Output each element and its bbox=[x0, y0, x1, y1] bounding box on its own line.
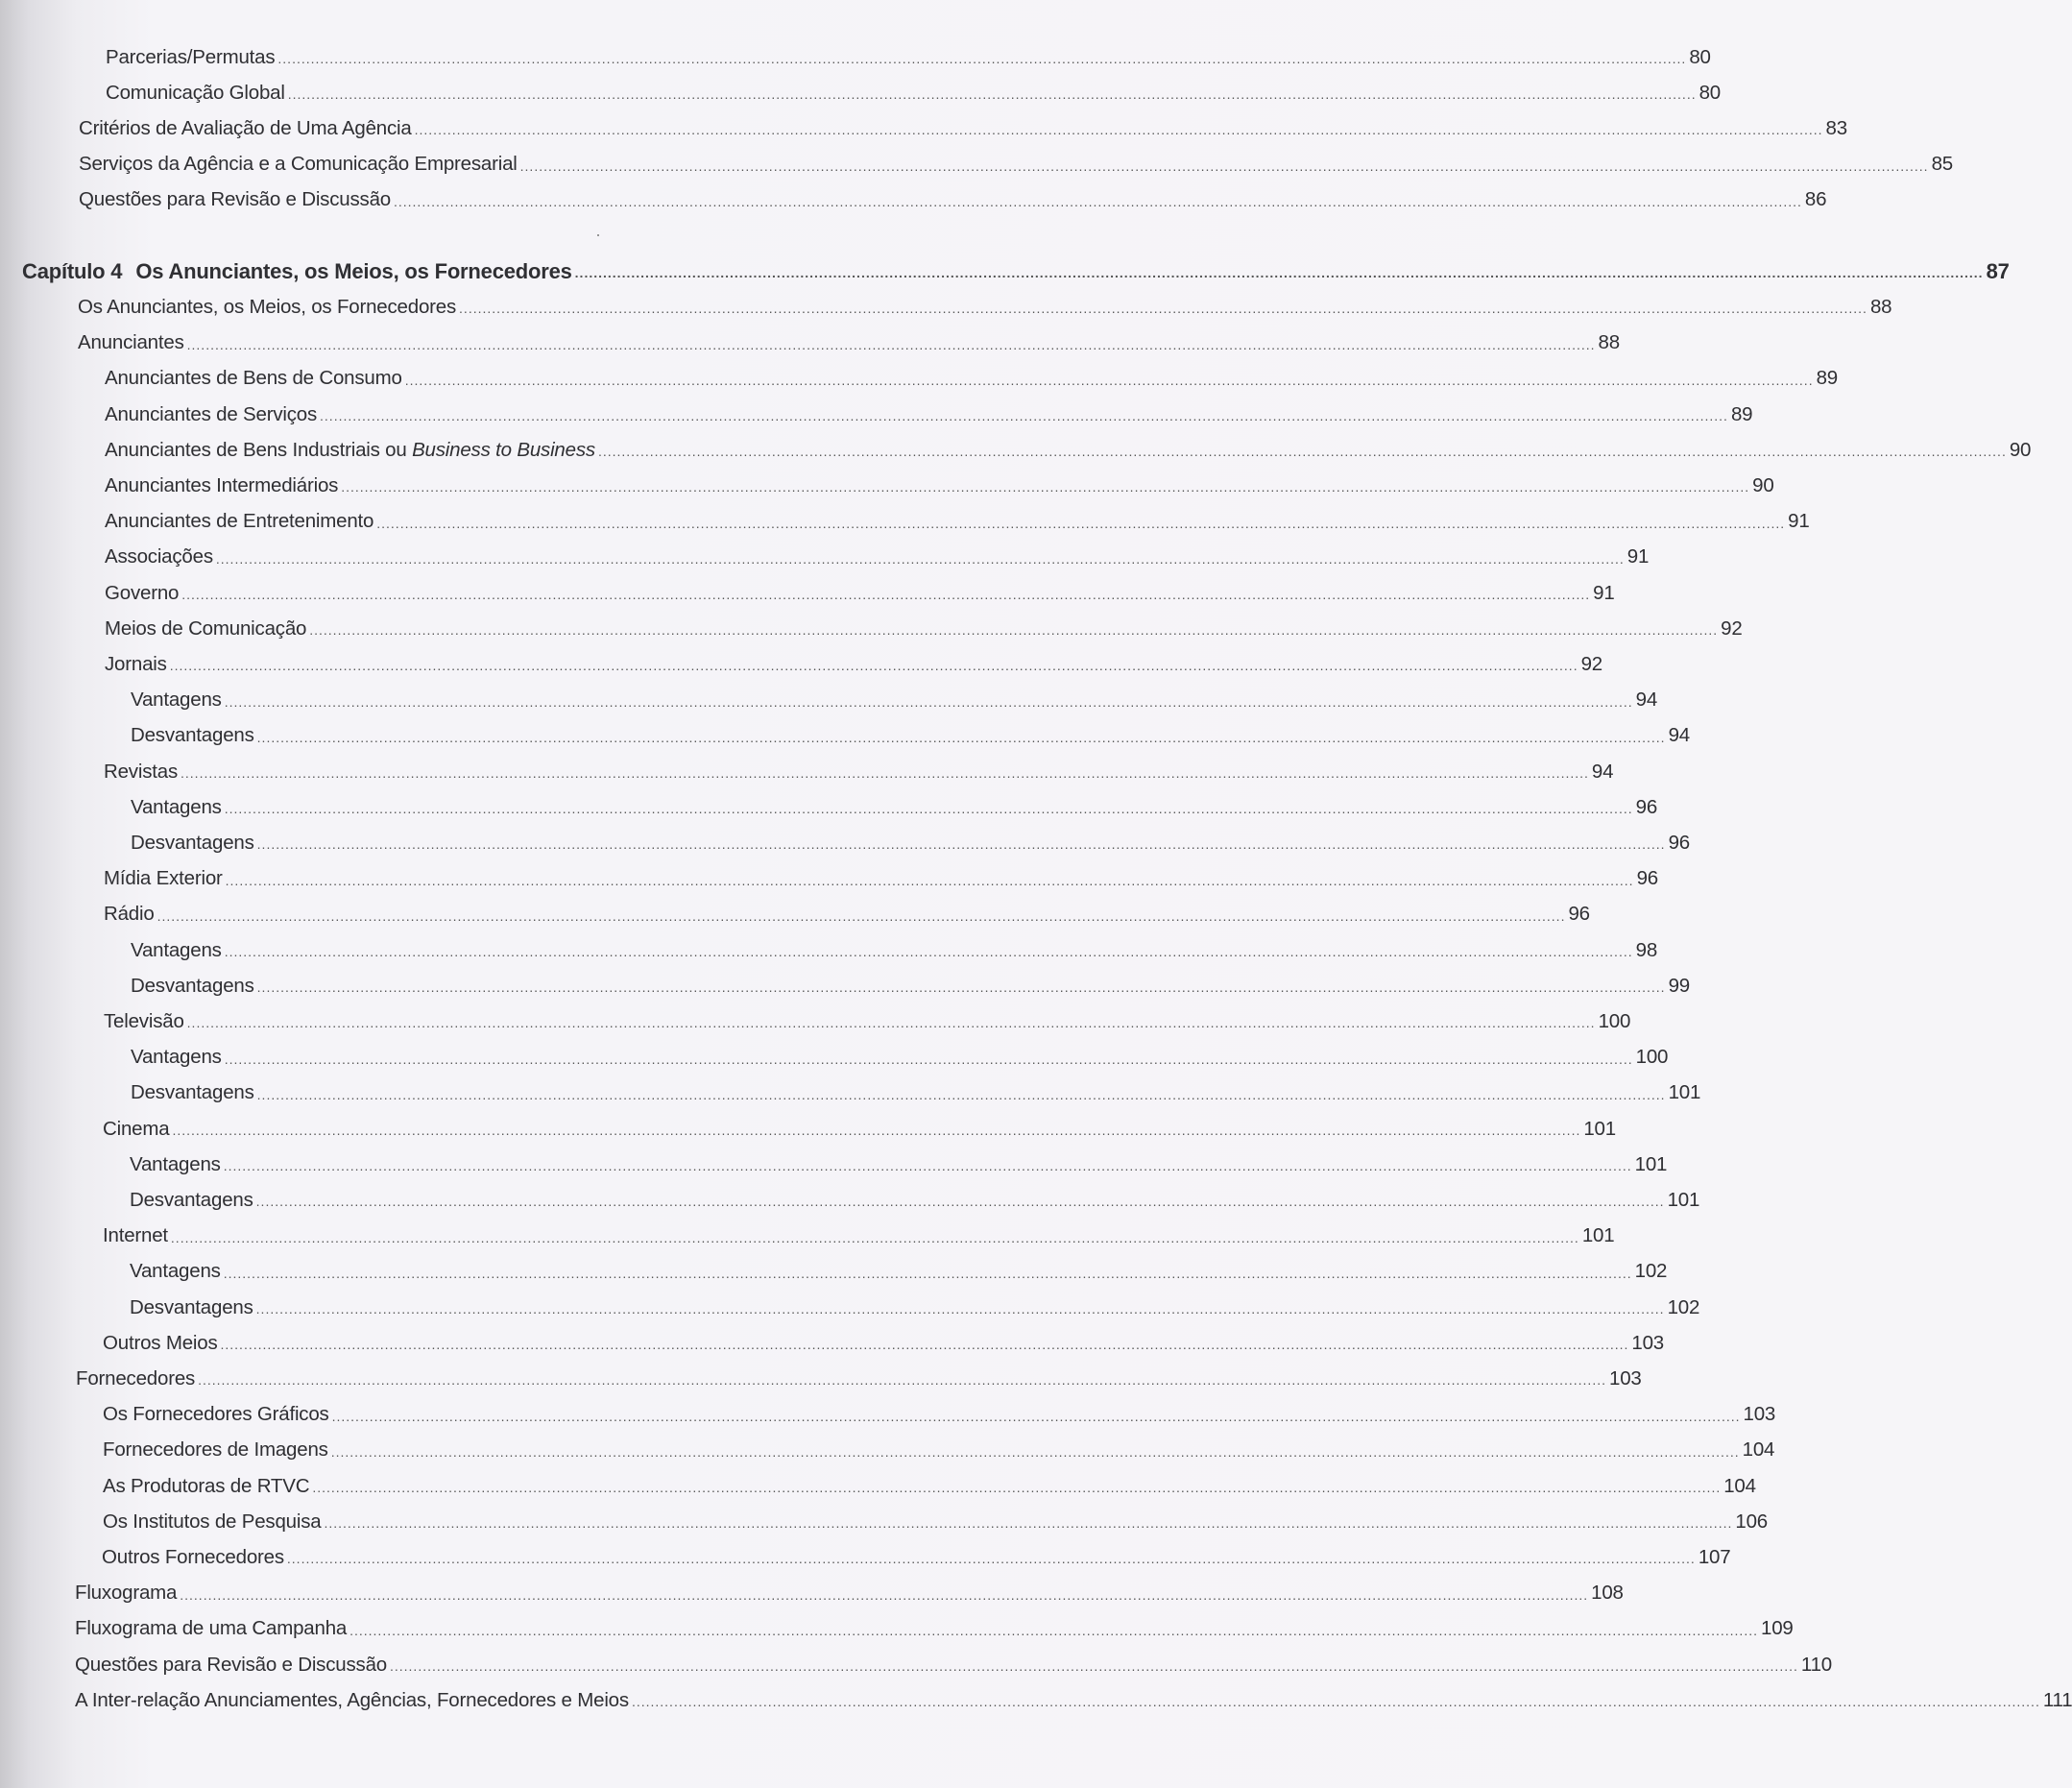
toc-entry bbox=[75, 1647, 1832, 1682]
dot-leader: ............................................................................................................................................................................................................................................................................................................ bbox=[256, 836, 1666, 853]
toc-entry-title bbox=[75, 1617, 349, 1640]
page-number: 107 bbox=[1698, 1545, 1731, 1568]
toc-entry bbox=[103, 1325, 1665, 1361]
toc-entry-title bbox=[130, 1260, 224, 1283]
page-number: 101 bbox=[1667, 1188, 1700, 1211]
entry-text: Outros Fornecedores bbox=[102, 1545, 284, 1568]
page-number: 100 bbox=[1598, 1009, 1631, 1032]
dot-leader: ............................................................................................................................................................................................................................................................................................................ bbox=[186, 1015, 1596, 1031]
chapter-label: Capítulo 4 bbox=[22, 258, 123, 283]
dot-leader: ............................................................................................................................................................................................................................................................................................................ bbox=[181, 587, 1591, 602]
toc-entry bbox=[131, 825, 1690, 860]
toc-entry-title bbox=[78, 296, 459, 319]
toc-entry-title bbox=[103, 1438, 331, 1462]
toc-entry-title bbox=[102, 1546, 287, 1569]
entry-text: Vantagens bbox=[130, 1260, 221, 1283]
toc-entry bbox=[79, 147, 1953, 182]
print-speck bbox=[597, 234, 599, 236]
dot-leader: ............................................................................................................................................................................................................................................................................................................ bbox=[330, 1443, 1740, 1460]
page-number: 85 bbox=[1931, 153, 1953, 176]
toc-entry-title bbox=[130, 1296, 256, 1319]
page-number: 96 bbox=[1635, 795, 1658, 818]
toc-entry-title bbox=[131, 796, 225, 819]
toc-entry bbox=[106, 39, 1711, 75]
page-number: 98 bbox=[1635, 938, 1658, 961]
toc-entry bbox=[103, 1111, 1616, 1147]
page-number: 109 bbox=[1761, 1617, 1794, 1640]
dot-leader: ............................................................................................................................................................................................................................................................................................................ bbox=[597, 444, 2007, 460]
dot-leader: ............................................................................................................................................................................................................................................................................................................ bbox=[287, 86, 1697, 103]
page-number: 80 bbox=[1699, 81, 1722, 104]
toc-entry bbox=[130, 1254, 1668, 1290]
dot-leader: ............................................................................................................................................................................................................................................................................................................ bbox=[169, 658, 1578, 674]
entry-text: Questões para Revisão e Discussão bbox=[75, 1653, 387, 1676]
entry-text: Rádio bbox=[104, 903, 155, 926]
entry-text: Desvantagens bbox=[130, 1295, 253, 1318]
entry-text: A Inter-relação Anunciamentes, Agências, Fornecedores e Meios bbox=[75, 1688, 629, 1711]
page-number: 104 bbox=[1723, 1474, 1756, 1497]
toc-entry-title bbox=[105, 582, 181, 605]
toc-entry-title bbox=[79, 153, 520, 176]
toc-entry-title bbox=[106, 46, 277, 69]
entry-text: Os Institutos de Pesquisa bbox=[103, 1510, 322, 1533]
entry-text: Parcerias/Permutas bbox=[106, 45, 276, 68]
dot-leader: ............................................................................................................................................................................................................................................................................................................ bbox=[389, 1658, 1798, 1674]
page-number: 102 bbox=[1667, 1295, 1700, 1318]
toc-entry-title bbox=[79, 117, 415, 140]
toc-entry-title bbox=[78, 331, 187, 354]
toc-entry-title bbox=[103, 1332, 221, 1355]
page-number: 89 bbox=[1730, 402, 1753, 425]
entry-text: Governo bbox=[105, 581, 180, 604]
toc-entry-title bbox=[75, 1689, 632, 1712]
toc-entry-title bbox=[131, 832, 257, 855]
toc-entry bbox=[105, 361, 1838, 397]
dot-leader: ............................................................................................................................................................................................................................................................................................................ bbox=[215, 550, 1625, 567]
toc-entry bbox=[75, 1611, 1794, 1647]
dot-leader: ............................................................................................................................................................................................................................................................................................................ bbox=[320, 408, 1728, 423]
entry-text: Desvantagens bbox=[131, 974, 254, 997]
page-number: 87 bbox=[1986, 258, 2010, 283]
dot-leader: ............................................................................................................................................................................................................................................................................................................ bbox=[256, 979, 1666, 996]
toc-entry bbox=[104, 754, 1614, 789]
dot-leader: ............................................................................................................................................................................................................................................................................................................ bbox=[277, 51, 1687, 66]
page-number: 106 bbox=[1735, 1510, 1768, 1533]
toc-entry-title bbox=[105, 439, 598, 462]
entry-text: Critérios de Avaliação de Uma Agência bbox=[79, 116, 412, 139]
dot-leader: ............................................................................................................................................................................................................................................................................................................ bbox=[519, 157, 1929, 174]
entry-text: Cinema bbox=[103, 1117, 170, 1140]
dot-leader: ............................................................................................................................................................................................................................................................................................................ bbox=[631, 1694, 2040, 1710]
toc-entry bbox=[79, 182, 1827, 218]
page-number: 96 bbox=[1668, 831, 1690, 854]
page-number: 102 bbox=[1634, 1260, 1668, 1283]
entry-text: Revistas bbox=[104, 760, 179, 783]
toc-entry bbox=[75, 1576, 1624, 1611]
toc-entry bbox=[104, 897, 1590, 932]
entry-text: Fluxograma de uma Campanha bbox=[75, 1617, 348, 1640]
toc-entry-title bbox=[104, 867, 226, 890]
toc-entry-title bbox=[79, 188, 394, 211]
page-number: 86 bbox=[1804, 188, 1827, 211]
toc-entry bbox=[105, 432, 2032, 468]
toc-entry-title bbox=[130, 1189, 256, 1212]
entry-text: Anunciantes de Bens de Consumo bbox=[105, 367, 402, 390]
entry-text: Jornais bbox=[105, 652, 167, 675]
dot-leader: ............................................................................................................................................................................................................................................................................................................ bbox=[224, 693, 1633, 710]
toc-entry-title bbox=[103, 1403, 332, 1426]
dot-leader: ............................................................................................................................................................................................................................................................................................................ bbox=[170, 1229, 1579, 1245]
page-number: 103 bbox=[1631, 1331, 1665, 1354]
entry-text: Fornecedores bbox=[76, 1366, 196, 1389]
entry-text: Os Anunciantes, os Meios, os Fornecedores bbox=[78, 295, 457, 318]
page-number: 101 bbox=[1581, 1224, 1615, 1247]
toc-entry-title bbox=[103, 1475, 312, 1498]
entry-text: Fluxograma bbox=[75, 1582, 178, 1605]
toc-entry-title bbox=[22, 259, 575, 284]
dot-leader: ............................................................................................................................................................................................................................................................................................................ bbox=[198, 1372, 1606, 1389]
entry-text: Vantagens bbox=[130, 1152, 221, 1175]
dot-leader: ............................................................................................................................................................................................................................................................................................................ bbox=[255, 1194, 1665, 1210]
page-number: 90 bbox=[1752, 473, 1774, 496]
toc-entry-title bbox=[131, 724, 257, 747]
entry-text: Vantagens bbox=[131, 689, 222, 712]
toc-entry bbox=[104, 861, 1658, 897]
toc-entry bbox=[131, 718, 1690, 754]
entry-text: Fornecedores de Imagens bbox=[103, 1438, 328, 1462]
entry-text: Comunicação Global bbox=[106, 81, 285, 104]
page-number: 91 bbox=[1593, 581, 1615, 604]
toc-entry bbox=[130, 1182, 1700, 1218]
dot-leader: ............................................................................................................................................................................................................................................................................................................ bbox=[225, 872, 1634, 888]
entry-text: Serviços da Agência e a Comunicação Empresarial bbox=[79, 153, 518, 176]
toc-entry bbox=[131, 932, 1658, 968]
dot-leader: ............................................................................................................................................................................................................................................................................................................ bbox=[341, 479, 1750, 495]
toc-entry-title bbox=[105, 367, 405, 390]
dot-leader: ............................................................................................................................................................................................................................................................................................................ bbox=[349, 1622, 1758, 1638]
page-number: 92 bbox=[1580, 652, 1602, 675]
toc-entry bbox=[103, 1468, 1756, 1504]
toc-entry-title bbox=[131, 975, 257, 998]
page-number: 83 bbox=[1825, 116, 1847, 139]
entry-text: Vantagens bbox=[131, 1046, 222, 1069]
page-number: 103 bbox=[1609, 1366, 1642, 1389]
page-number: 108 bbox=[1591, 1582, 1624, 1605]
toc-entry-title bbox=[104, 1010, 187, 1033]
entry-text: Desvantagens bbox=[130, 1188, 253, 1211]
toc-entry-title bbox=[131, 939, 225, 962]
toc-entry bbox=[105, 611, 1743, 646]
toc-entry bbox=[102, 1539, 1731, 1575]
toc-entry bbox=[103, 1397, 1776, 1433]
page-number: 91 bbox=[1788, 510, 1810, 533]
page-number: 91 bbox=[1626, 545, 1650, 568]
dot-leader: ............................................................................................................................................................................................................................................................................................................ bbox=[324, 1515, 1733, 1532]
toc-entry-title bbox=[131, 1046, 225, 1069]
entry-text: Questões para Revisão e Discussão bbox=[79, 188, 391, 211]
toc-entry bbox=[131, 1075, 1701, 1111]
toc-entry bbox=[105, 575, 1615, 611]
dot-leader: ............................................................................................................................................................................................................................................................................................................ bbox=[224, 801, 1633, 817]
toc-entry-title bbox=[103, 1118, 172, 1141]
dot-leader: ............................................................................................................................................................................................................................................................................................................ bbox=[224, 944, 1633, 959]
dot-leader: ............................................................................................................................................................................................................................................................................................................ bbox=[331, 1408, 1741, 1424]
entry-text: Anunciantes de Serviços bbox=[105, 402, 318, 425]
entry-text: Associações bbox=[105, 545, 213, 568]
dot-leader: ............................................................................................................................................................................................................................................................................................................ bbox=[414, 122, 1823, 138]
entry-text: Desvantagens bbox=[131, 1081, 254, 1104]
toc-chapter-entry bbox=[22, 254, 2010, 289]
dot-leader: ............................................................................................................................................................................................................................................................................................................ bbox=[393, 193, 1802, 209]
toc-entry-title bbox=[105, 403, 320, 426]
page-number: 99 bbox=[1668, 974, 1690, 997]
toc-entry-title bbox=[103, 1510, 324, 1534]
toc-entry bbox=[104, 1003, 1631, 1039]
toc-entry bbox=[131, 683, 1658, 718]
dot-leader: ............................................................................................................................................................................................................................................................................................................ bbox=[186, 336, 1596, 352]
entry-text: As Produtoras de RTVC bbox=[103, 1474, 310, 1497]
page-number: 88 bbox=[1598, 331, 1620, 354]
toc-entry-title bbox=[131, 1081, 257, 1104]
page-number: 94 bbox=[1668, 724, 1690, 747]
dot-leader: ............................................................................................................................................................................................................................................................................................................ bbox=[312, 1480, 1722, 1495]
dot-leader: ............................................................................................................................................................................................................................................................................................................ bbox=[223, 1265, 1632, 1281]
toc-entry-title bbox=[105, 474, 341, 497]
toc-entry bbox=[131, 1040, 1669, 1075]
page-number: 94 bbox=[1635, 689, 1658, 712]
toc-entry bbox=[79, 110, 1847, 146]
page-number: 88 bbox=[1869, 295, 1892, 318]
entry-text: Televisão bbox=[104, 1009, 184, 1032]
page-number: 92 bbox=[1721, 616, 1743, 640]
toc-entry-title bbox=[105, 545, 216, 568]
entry-text: Internet bbox=[103, 1224, 168, 1247]
toc-entry bbox=[75, 1682, 2072, 1718]
dot-leader: ............................................................................................................................................................................................................................................................................................................ bbox=[574, 265, 1984, 281]
toc-entry bbox=[103, 1433, 1775, 1468]
entry-text: Desvantagens bbox=[131, 831, 254, 854]
dot-leader: ............................................................................................................................................................................................................................................................................................................ bbox=[157, 907, 1566, 924]
entry-text-italic: Business to Business bbox=[412, 438, 595, 461]
toc-entry bbox=[105, 540, 1650, 575]
entry-text: Anunciantes bbox=[78, 331, 184, 354]
toc-entry bbox=[131, 968, 1690, 1003]
page-number: 96 bbox=[1568, 903, 1590, 926]
toc-entry bbox=[105, 646, 1602, 682]
toc-entry-title bbox=[76, 1367, 198, 1390]
page-number: 103 bbox=[1743, 1403, 1776, 1426]
dot-leader: ............................................................................................................................................................................................................................................................................................................ bbox=[223, 1158, 1632, 1174]
dot-leader: ............................................................................................................................................................................................................................................................................................................ bbox=[181, 765, 1589, 781]
dot-leader: ............................................................................................................................................................................................................................................................................................................ bbox=[459, 301, 1867, 317]
toc-entry-title bbox=[105, 617, 309, 640]
page-number: 101 bbox=[1634, 1152, 1668, 1175]
page-number: 104 bbox=[1742, 1438, 1775, 1462]
page-number: 100 bbox=[1635, 1046, 1669, 1069]
entry-text: Anunciantes Intermediários bbox=[105, 473, 339, 496]
toc-entry-title bbox=[106, 82, 288, 105]
toc-entry bbox=[105, 468, 1774, 503]
dot-leader: ............................................................................................................................................................................................................................................................................................................ bbox=[224, 1051, 1633, 1067]
dot-leader: ............................................................................................................................................................................................................................................................................................................ bbox=[256, 1086, 1666, 1102]
toc-entry-title bbox=[105, 653, 170, 676]
dot-leader: ............................................................................................................................................................................................................................................................................................................ bbox=[286, 1551, 1696, 1567]
page-number: 96 bbox=[1636, 867, 1658, 890]
entry-text: Anunciantes de Entretenimento bbox=[105, 510, 374, 533]
page-number: 80 bbox=[1689, 45, 1711, 68]
page-number: 89 bbox=[1816, 367, 1838, 390]
toc-entry bbox=[78, 326, 1620, 361]
toc-entry-title bbox=[75, 1654, 390, 1677]
toc-entry bbox=[105, 504, 1810, 540]
dot-leader: ............................................................................................................................................................................................................................................................................................................ bbox=[309, 622, 1719, 639]
entry-text: Outros Meios bbox=[103, 1331, 218, 1354]
dot-leader: ............................................................................................................................................................................................................................................................................................................ bbox=[220, 1337, 1629, 1353]
toc-entry-title bbox=[131, 689, 225, 712]
dot-leader: ............................................................................................................................................................................................................................................................................................................ bbox=[404, 372, 1814, 388]
toc-entry-title bbox=[104, 761, 181, 784]
dot-leader: ............................................................................................................................................................................................................................................................................................................ bbox=[376, 515, 1786, 531]
toc-entry bbox=[103, 1504, 1768, 1539]
toc-entry-title bbox=[104, 903, 157, 926]
entry-text: Mídia Exterior bbox=[104, 867, 223, 890]
entry-text: Desvantagens bbox=[131, 724, 254, 747]
dot-leader: ............................................................................................................................................................................................................................................................................................................ bbox=[172, 1123, 1581, 1138]
page-number: 111 bbox=[2042, 1688, 2072, 1711]
toc-entry bbox=[78, 289, 1892, 325]
toc-entry bbox=[105, 397, 1753, 432]
entry-text: Os Fornecedores Gráficos bbox=[103, 1403, 329, 1426]
dot-leader: ............................................................................................................................................................................................................................................................................................................ bbox=[256, 729, 1666, 745]
dot-leader: ............................................................................................................................................................................................................................................................................................................ bbox=[255, 1301, 1665, 1317]
page-number: 90 bbox=[2009, 438, 2032, 461]
page-number: 94 bbox=[1591, 760, 1614, 783]
toc-entry-title bbox=[75, 1582, 180, 1605]
page-number: 101 bbox=[1583, 1117, 1616, 1140]
entry-text: Vantagens bbox=[131, 938, 222, 961]
toc-entry-title bbox=[130, 1153, 224, 1176]
page-number: 110 bbox=[1800, 1653, 1832, 1676]
toc-entry bbox=[103, 1219, 1615, 1254]
entry-text: Vantagens bbox=[131, 795, 222, 818]
entry-text: Anunciantes de Bens Industriais ou bbox=[105, 438, 413, 461]
page-number: 101 bbox=[1668, 1081, 1701, 1104]
entry-text: Os Anunciantes, os Meios, os Fornecedores bbox=[135, 258, 572, 283]
toc-entry bbox=[76, 1361, 1642, 1396]
toc-entry bbox=[130, 1147, 1668, 1182]
toc-entry-title bbox=[105, 510, 376, 533]
toc-entry bbox=[106, 75, 1722, 110]
toc-entry bbox=[131, 789, 1658, 825]
toc-entry-title bbox=[103, 1224, 171, 1247]
toc-entry bbox=[130, 1290, 1700, 1325]
entry-text: Meios de Comunicação bbox=[105, 616, 307, 640]
dot-leader: ............................................................................................................................................................................................................................................................................................................ bbox=[180, 1586, 1589, 1603]
